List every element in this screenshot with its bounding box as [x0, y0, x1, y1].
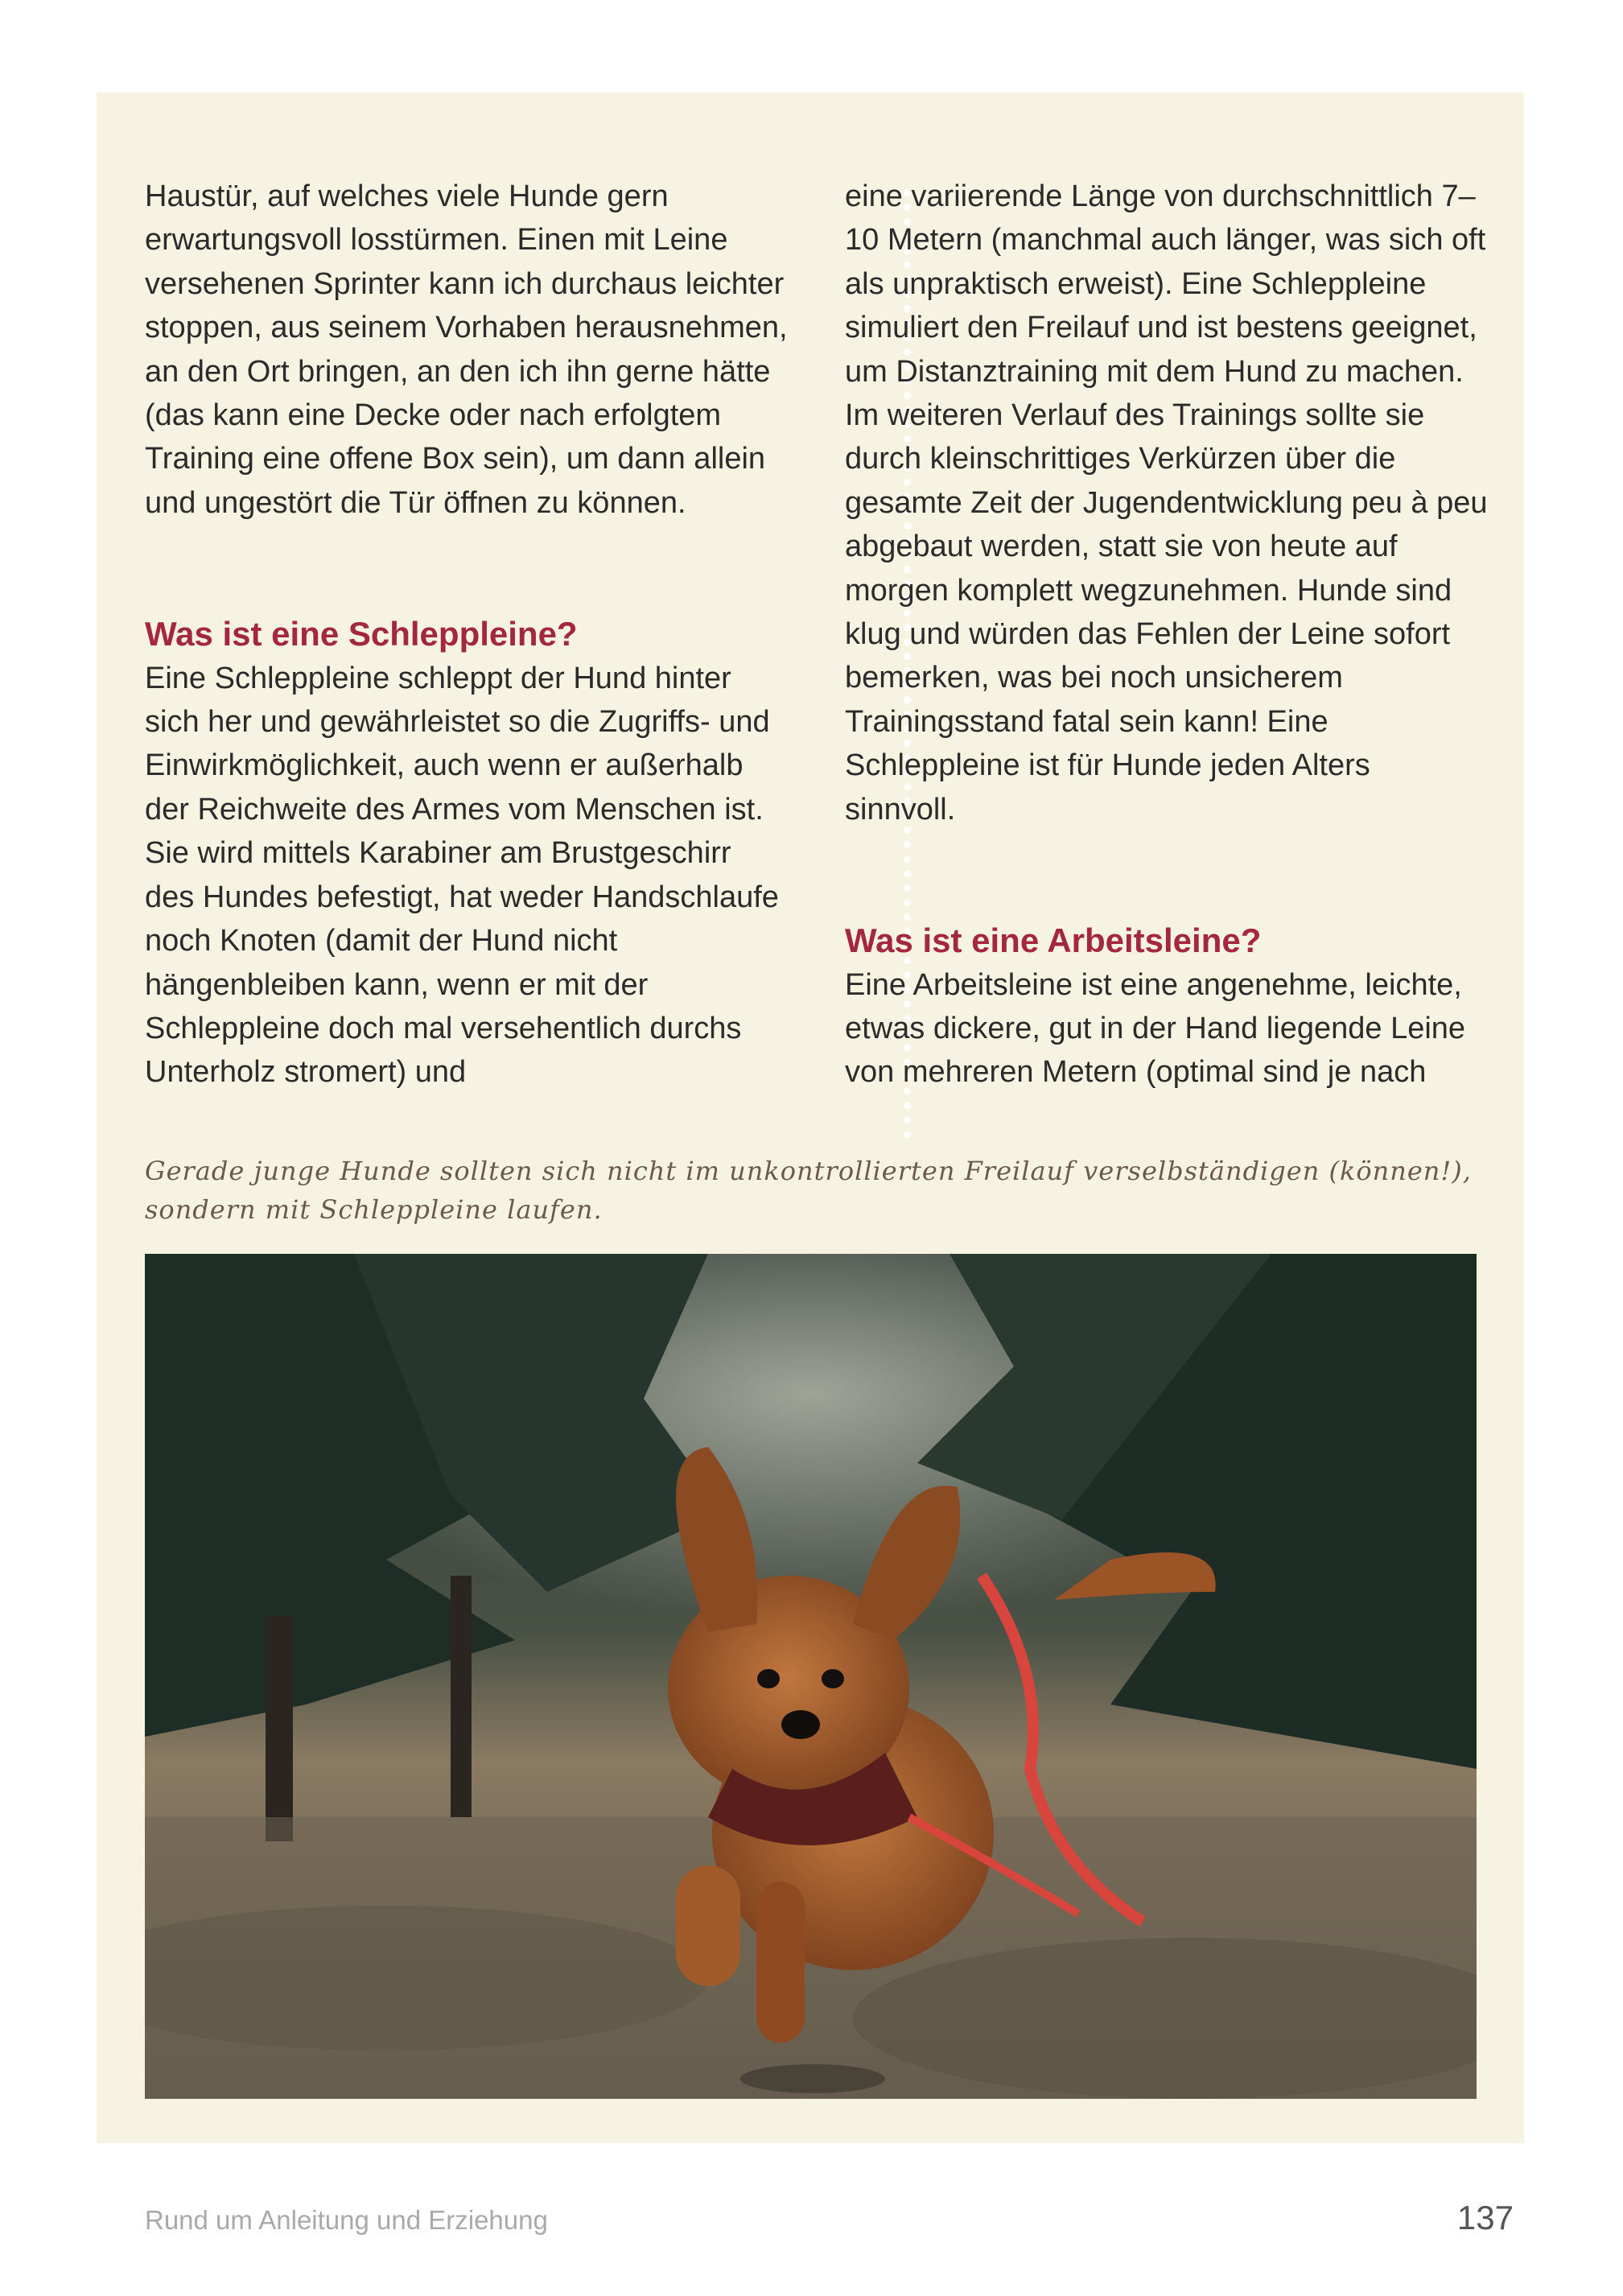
- left-paragraph-1: Haustür, auf welches viele Hunde gern erwartungsvoll losstürmen. Einen mit Leine versehenen Sprinter kann ich durchaus leichter stoppen, aus seinem Vorhaben herausnehmen, an den Ort bringen, an den ich ihn gerne hätte (das kann eine Decke oder nach erfolgtem Training eine offene Box sein), um dann allein und ungestört die Tür öffnen zu können.: [145, 179, 788, 520]
- heading-arbeitsleine: Was ist eine Arbeitsleine?: [845, 921, 1262, 960]
- content-panel: [97, 93, 1524, 2143]
- right-paragraph-2: Eine Arbeitsleine ist eine angenehme, leichte, etwas dickere, gut in der Hand liegende Leine von mehreren Metern (optimal sind je nach: [845, 967, 1466, 1090]
- heading-schleppleine: Was ist eine Schleppleine?: [145, 615, 578, 653]
- page-number: 137: [1456, 2199, 1514, 2236]
- left-column: [145, 175, 789, 1094]
- footer-section-title: Rund um Anleitung und Erziehung: [145, 2205, 548, 2235]
- photo-caption: Gerade junge Hunde sollten sich nicht im unkontrollierten Freilauf verselbständigen (können!), sondern mit Schleppleine laufen.: [145, 1156, 1472, 1225]
- puppy-photo: [145, 1254, 1477, 2099]
- right-paragraph-1: eine variierende Länge von durchschnittlich 7–10 Metern (manchmal auch länger, was sich oft als unpraktisch erweist). Eine Schleppleine simuliert den Freilauf und ist bestens geeignet, um Distanztraining mit dem Hund zu machen. Im weiteren Verlauf des Trainings sollte sie durch kleinschrittiges Verkürzen über die gesamte Zeit der Jugendentwicklung peu à peu abgebaut werden, statt sie von heute auf morgen komplett wegzunehmen. Hunde sind klug und würden das Fehlen der Leine sofort bemerken, was bei noch unsicherem Trainingsstand fatal sein kann! Eine Schleppleine ist für Hunde jeden Alters sinnvoll.: [845, 179, 1488, 826]
- right-column: [845, 175, 1489, 1094]
- left-paragraph-2: Eine Schleppleine schleppt der Hund hinter sich her und gewährleistet so die Zugriffs- und Einwirkmöglichkeit, auch wenn er außerhalb der Reichweite des Armes vom Menschen ist. Sie wird mittels Karabiner am Brustgeschirr des Hundes befestigt, hat weder Handschlaufe noch Knoten (damit der Hund nicht hängenbleiben kann, wenn er mit der Schleppleine doch mal versehentlich durchs Unterholz stromert) und: [145, 661, 779, 1090]
